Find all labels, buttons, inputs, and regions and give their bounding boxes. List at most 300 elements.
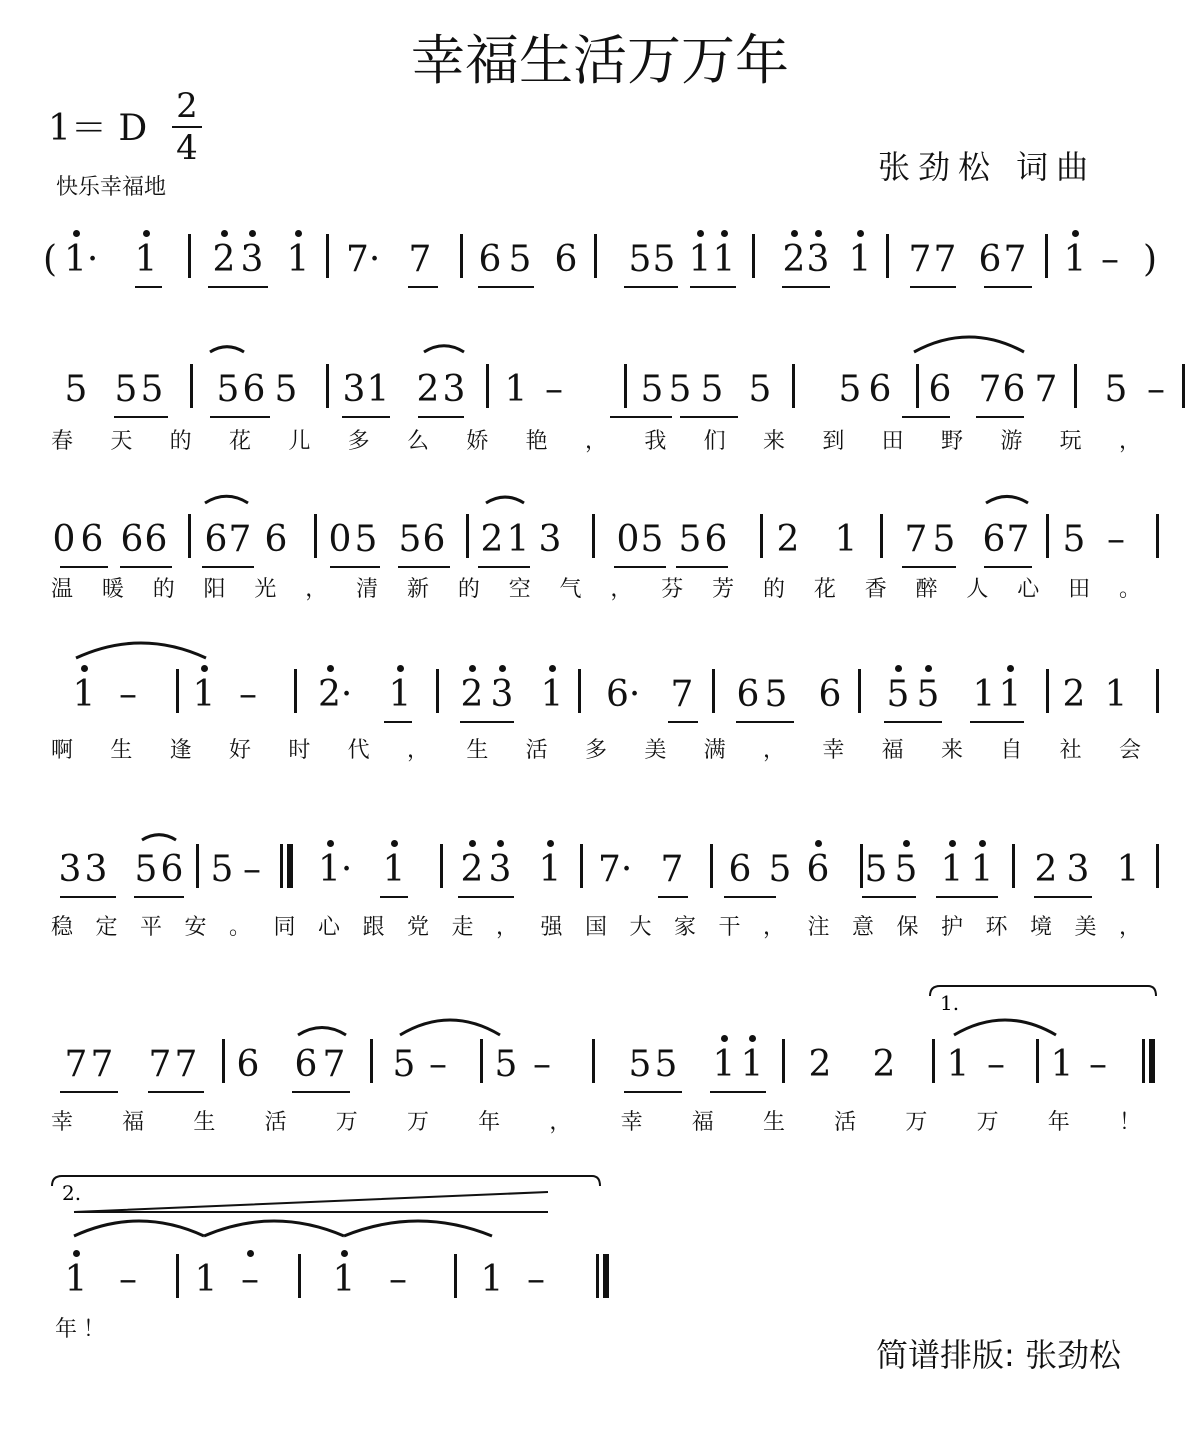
octave-dot xyxy=(1007,665,1014,672)
octave-dot xyxy=(815,230,822,237)
lyric-char: 逢 xyxy=(169,738,192,763)
note: 1 xyxy=(504,369,528,410)
lyric-char: 干 xyxy=(718,915,741,940)
note: 5 xyxy=(640,519,664,560)
note: 3 xyxy=(58,849,82,890)
lyric-char: 活 xyxy=(834,1110,857,1135)
octave-dot xyxy=(469,840,476,847)
note: 6 xyxy=(242,369,266,410)
lyric-char: 年 xyxy=(1047,1110,1070,1135)
note: 1 xyxy=(946,1044,970,1085)
underline xyxy=(478,566,530,568)
note: 5 xyxy=(894,849,918,890)
song-title: 幸福生活万万年 xyxy=(411,29,789,92)
slur-arc xyxy=(204,1221,344,1236)
underline xyxy=(984,566,1032,568)
note: 7· xyxy=(346,239,381,280)
note: 0 xyxy=(52,519,76,560)
barline xyxy=(886,234,889,278)
underline xyxy=(936,896,998,898)
underline xyxy=(910,286,956,288)
barline xyxy=(176,669,179,713)
lyric-char: 暖 xyxy=(101,577,124,602)
octave-dot xyxy=(327,665,334,672)
note: 6· xyxy=(606,674,641,715)
note: 7 xyxy=(1034,369,1058,410)
lyric-char: ， xyxy=(584,429,607,454)
barline xyxy=(1046,514,1049,558)
note: 0 xyxy=(616,519,640,560)
lyric-char: 年 xyxy=(478,1110,501,1135)
lyric-char: 同 xyxy=(273,915,296,940)
barline xyxy=(880,514,883,558)
barline xyxy=(712,669,715,713)
barline xyxy=(1156,844,1159,888)
dash: – xyxy=(545,369,563,410)
note: 1 xyxy=(998,674,1022,715)
lyric-char: 满 xyxy=(703,738,726,763)
note: 2 xyxy=(1062,674,1086,715)
note: 6 xyxy=(478,239,502,280)
note: 1 xyxy=(688,239,712,280)
lyric-char: 花 xyxy=(813,577,836,602)
note: 6 xyxy=(704,519,728,560)
octave-dot xyxy=(549,665,556,672)
dash: – xyxy=(1101,239,1119,280)
lyric-char: ， xyxy=(305,577,328,602)
lyric-char: 年 xyxy=(54,1317,77,1342)
note: 1· xyxy=(318,849,353,890)
lyric-char: 美 xyxy=(644,738,667,763)
lyric-char: 福 xyxy=(122,1110,145,1135)
note: 7 xyxy=(228,519,252,560)
note: 1 xyxy=(1116,849,1140,890)
underline xyxy=(114,416,168,418)
note: 1 xyxy=(506,519,530,560)
barline xyxy=(860,844,863,888)
lyric-char: 香 xyxy=(864,577,887,602)
score-line-6 xyxy=(0,1035,1200,1195)
barline xyxy=(480,1039,483,1083)
dash: – xyxy=(527,1259,545,1300)
underline xyxy=(658,896,688,898)
underline xyxy=(984,286,1032,288)
lyric-char: 多 xyxy=(584,738,607,763)
note: ) xyxy=(1142,239,1158,280)
underline xyxy=(60,1091,118,1093)
time-signature-bottom: 4 xyxy=(176,128,198,168)
underline xyxy=(134,896,184,898)
note: 6 xyxy=(160,849,184,890)
barline xyxy=(1036,1039,1039,1083)
note: 6 xyxy=(422,519,446,560)
note: 5 xyxy=(114,369,138,410)
lyric-char: 时 xyxy=(288,738,311,763)
note: 5 xyxy=(274,369,298,410)
note: 1 xyxy=(366,369,390,410)
note: 6 xyxy=(736,674,760,715)
note: 5 xyxy=(652,239,676,280)
barline xyxy=(188,514,191,558)
note: 5 xyxy=(864,849,888,890)
note: 5 xyxy=(916,674,940,715)
lyric-char: 福 xyxy=(691,1110,714,1135)
lyric-char: 温 xyxy=(50,577,73,602)
underline xyxy=(208,286,268,288)
barline xyxy=(1074,364,1077,408)
note: 1 xyxy=(134,239,158,280)
lyric-char: 人 xyxy=(966,577,989,602)
underline xyxy=(120,566,172,568)
slur-arc xyxy=(954,1020,1056,1035)
lyric-char: 的 xyxy=(762,577,785,602)
octave-dot xyxy=(749,1035,756,1042)
note: 7· xyxy=(598,849,633,890)
note: 6 xyxy=(928,369,952,410)
underline xyxy=(478,286,534,288)
note: 1 xyxy=(192,674,216,715)
note: 5 xyxy=(64,369,88,410)
lyric-char: 平 xyxy=(139,915,162,940)
underline xyxy=(408,286,438,288)
note: 2 xyxy=(460,849,484,890)
underline xyxy=(884,721,942,723)
note: 1 xyxy=(834,519,858,560)
underline xyxy=(614,566,666,568)
note: 3 xyxy=(490,674,514,715)
score-line-4 xyxy=(0,665,1200,825)
note: 3 xyxy=(84,849,108,890)
note: 2 xyxy=(872,1044,896,1085)
lyric-char: 游 xyxy=(1000,429,1023,454)
octave-dot xyxy=(295,230,302,237)
octave-dot xyxy=(73,230,80,237)
barline xyxy=(294,669,297,713)
underline xyxy=(976,416,1024,418)
barline xyxy=(1182,364,1185,408)
note: 3 xyxy=(1066,849,1090,890)
barline xyxy=(370,1039,373,1083)
note: 1 xyxy=(940,849,964,890)
note: 3 xyxy=(442,369,466,410)
note: 1· xyxy=(64,239,99,280)
octave-dot xyxy=(925,665,932,672)
octave-dot xyxy=(721,230,728,237)
barline xyxy=(596,1254,609,1298)
note: 6 xyxy=(236,1044,260,1085)
note: 2 xyxy=(776,519,800,560)
note: 6 xyxy=(120,519,144,560)
barline xyxy=(326,364,329,408)
lyric-char: 活 xyxy=(264,1110,287,1135)
barline xyxy=(1045,234,1048,278)
lyric-char: 阳 xyxy=(203,577,226,602)
note: 2 xyxy=(460,674,484,715)
note: ( xyxy=(42,239,58,280)
note: 5 xyxy=(654,1044,678,1085)
underline xyxy=(862,896,916,898)
barline xyxy=(592,514,595,558)
volta-label-2: 2. xyxy=(62,1181,82,1205)
octave-dot xyxy=(249,230,256,237)
octave-dot xyxy=(815,840,822,847)
note: 6 xyxy=(144,519,168,560)
octave-dot xyxy=(73,1250,80,1257)
octave-dot xyxy=(979,840,986,847)
underline xyxy=(418,416,464,418)
note: 1 xyxy=(538,849,562,890)
octave-dot xyxy=(341,1250,348,1257)
lyric-char: 田 xyxy=(1068,577,1091,602)
octave-dot xyxy=(391,840,398,847)
lyric-char: 护 xyxy=(940,915,963,940)
lyric-char: 保 xyxy=(896,915,919,940)
barline xyxy=(190,364,193,408)
dash: – xyxy=(389,1259,407,1300)
lyric-char: 定 xyxy=(95,915,118,940)
note: 5 xyxy=(494,1044,518,1085)
note: 2 xyxy=(416,369,440,410)
note: 6 xyxy=(868,369,892,410)
barline xyxy=(486,364,489,408)
note: 5 xyxy=(678,519,702,560)
note: 6 xyxy=(80,519,104,560)
note: 0 xyxy=(328,519,352,560)
slur-arc xyxy=(344,1221,492,1236)
barline xyxy=(782,1039,785,1083)
lyric-char: 美 xyxy=(1074,915,1097,940)
octave-dot xyxy=(327,840,334,847)
note: 5 xyxy=(1062,519,1086,560)
note: 6 xyxy=(204,519,228,560)
barline xyxy=(710,844,713,888)
underline xyxy=(624,1091,682,1093)
barline xyxy=(916,364,919,408)
note: 5 xyxy=(398,519,422,560)
dash: – xyxy=(1147,369,1165,410)
underline xyxy=(458,896,514,898)
note: 6 xyxy=(1002,369,1026,410)
score-line-3 xyxy=(0,510,1200,670)
dash: – xyxy=(533,1044,551,1085)
note: 5 xyxy=(628,239,652,280)
barline xyxy=(196,844,199,888)
barline xyxy=(594,234,597,278)
underline xyxy=(610,416,672,418)
note: 2 xyxy=(808,1044,832,1085)
note: 7 xyxy=(933,239,957,280)
lyric-char: 稳 xyxy=(50,915,73,940)
note: 1 xyxy=(1063,239,1087,280)
note: 1 xyxy=(1104,674,1128,715)
lyric-char: 注 xyxy=(807,915,830,940)
lyric-char: 自 xyxy=(1000,738,1023,763)
lyric-char: 空 xyxy=(508,577,531,602)
lyric-char: 国 xyxy=(584,915,607,940)
lyric-char: 天 xyxy=(110,429,133,454)
octave-dot xyxy=(499,665,506,672)
lyric-char: 艳 xyxy=(525,429,548,454)
lyric-char: 们 xyxy=(703,429,726,454)
note: 1 xyxy=(382,849,406,890)
note: 2 xyxy=(1034,849,1058,890)
lyric-char: ， xyxy=(762,738,785,763)
lyric-char: 幸 xyxy=(620,1110,643,1135)
lyric-char: 娇 xyxy=(466,429,489,454)
note: 7 xyxy=(978,369,1002,410)
dash: – xyxy=(429,1044,447,1085)
dash: – xyxy=(241,1259,259,1300)
underline xyxy=(384,721,412,723)
slur-arc xyxy=(74,1221,204,1236)
lyric-char: 意 xyxy=(851,915,874,940)
lyric-char: 啊 xyxy=(50,738,73,763)
note: 3 xyxy=(240,239,264,280)
underline xyxy=(210,416,270,418)
note: 5 xyxy=(748,369,772,410)
underline xyxy=(60,566,108,568)
lyric-char: 我 xyxy=(644,429,667,454)
note: 3 xyxy=(488,849,512,890)
note: 7 xyxy=(148,1044,172,1085)
barline xyxy=(1142,1039,1155,1083)
note: 1 xyxy=(540,674,564,715)
underline xyxy=(680,416,738,418)
lyric-char: 万 xyxy=(335,1110,358,1135)
lyric-char: 清 xyxy=(356,577,379,602)
barline xyxy=(466,514,469,558)
lyric-char: 幸 xyxy=(50,1110,73,1135)
barline xyxy=(188,234,191,278)
note: 2 xyxy=(480,519,504,560)
octave-dot xyxy=(143,230,150,237)
note: 7 xyxy=(1006,519,1030,560)
lyric-char: 芬 xyxy=(661,577,684,602)
barline xyxy=(280,844,293,888)
octave-dot xyxy=(895,665,902,672)
underline xyxy=(724,896,776,898)
lyric-char: ， xyxy=(495,915,518,940)
barline xyxy=(1046,669,1049,713)
underline xyxy=(902,416,950,418)
underline xyxy=(460,721,514,723)
octave-dot xyxy=(697,230,704,237)
barline xyxy=(1156,669,1159,713)
barline xyxy=(1012,844,1015,888)
note: 1 xyxy=(848,239,872,280)
score-line-2 xyxy=(0,360,1200,520)
lyric-char: 福 xyxy=(881,738,904,763)
underline xyxy=(135,286,162,288)
barline xyxy=(760,514,763,558)
note: 2 xyxy=(212,239,236,280)
note: 1 xyxy=(712,239,736,280)
note: 7 xyxy=(64,1044,88,1085)
lyric-char: 心 xyxy=(317,915,340,940)
composer-credit: 张劲松 词曲 xyxy=(878,148,1097,186)
lyric-char: 幸 xyxy=(822,738,845,763)
lyric-char: 来 xyxy=(762,429,785,454)
barline xyxy=(578,669,581,713)
underline xyxy=(60,896,116,898)
note: 5 xyxy=(628,1044,652,1085)
barline xyxy=(176,1254,179,1298)
note: 1 xyxy=(1050,1044,1074,1085)
lyric-char: 气 xyxy=(559,577,582,602)
octave-dot xyxy=(949,840,956,847)
dash: – xyxy=(119,674,137,715)
lyric-char: 万 xyxy=(406,1110,429,1135)
underline xyxy=(342,416,390,418)
note: 7 xyxy=(1003,239,1027,280)
lyric-char: ， xyxy=(549,1110,572,1135)
slur-arc xyxy=(400,1020,500,1035)
underline xyxy=(970,721,1024,723)
dash: – xyxy=(243,849,261,890)
note: 6 xyxy=(818,674,842,715)
dash: – xyxy=(987,1044,1005,1085)
lyric-char: 大 xyxy=(629,915,652,940)
octave-dot xyxy=(81,665,88,672)
note: 6 xyxy=(978,239,1002,280)
note: 1 xyxy=(286,239,310,280)
octave-dot xyxy=(469,665,476,672)
note: 3 xyxy=(806,239,830,280)
barline xyxy=(858,669,861,713)
note: 6 xyxy=(728,849,752,890)
dash: – xyxy=(239,674,257,715)
lyric-char: 活 xyxy=(525,738,548,763)
octave-dot xyxy=(903,840,910,847)
lyric-char: 醉 xyxy=(915,577,938,602)
lyric-char: 心 xyxy=(1017,577,1040,602)
note: 5 xyxy=(216,369,240,410)
score-line-5 xyxy=(0,840,1200,1000)
underline xyxy=(782,286,830,288)
note: 7 xyxy=(908,239,932,280)
underline xyxy=(736,721,794,723)
note: 6 xyxy=(982,519,1006,560)
barline xyxy=(1156,514,1159,558)
lyric-char: 境 xyxy=(1029,915,1052,940)
note: 1 xyxy=(740,1044,764,1085)
note: 1 xyxy=(970,849,994,890)
octave-dot xyxy=(497,840,504,847)
lyric-char: 芳 xyxy=(712,577,735,602)
note: 3 xyxy=(538,519,562,560)
lyric-char: 儿 xyxy=(288,429,311,454)
lyric-char: 安 xyxy=(184,915,207,940)
lyric-char: ！ xyxy=(1118,1110,1141,1135)
barline xyxy=(436,669,439,713)
octave-dot xyxy=(857,230,864,237)
octave-dot xyxy=(721,1035,728,1042)
lyric-char: 玩 xyxy=(1059,429,1082,454)
lyric-char: 。 xyxy=(228,915,251,940)
lyric-char: ， xyxy=(762,915,785,940)
lyric-char: 生 xyxy=(110,738,133,763)
note: 1 xyxy=(972,674,996,715)
lyric-char: ， xyxy=(1118,429,1141,454)
octave-dot xyxy=(791,230,798,237)
underline xyxy=(380,896,408,898)
note: 5 xyxy=(210,849,234,890)
note: 5 xyxy=(886,674,910,715)
barline xyxy=(624,364,627,408)
note: 1 xyxy=(480,1259,504,1300)
lyric-char: 家 xyxy=(673,915,696,940)
lyric-char: 万 xyxy=(976,1110,999,1135)
